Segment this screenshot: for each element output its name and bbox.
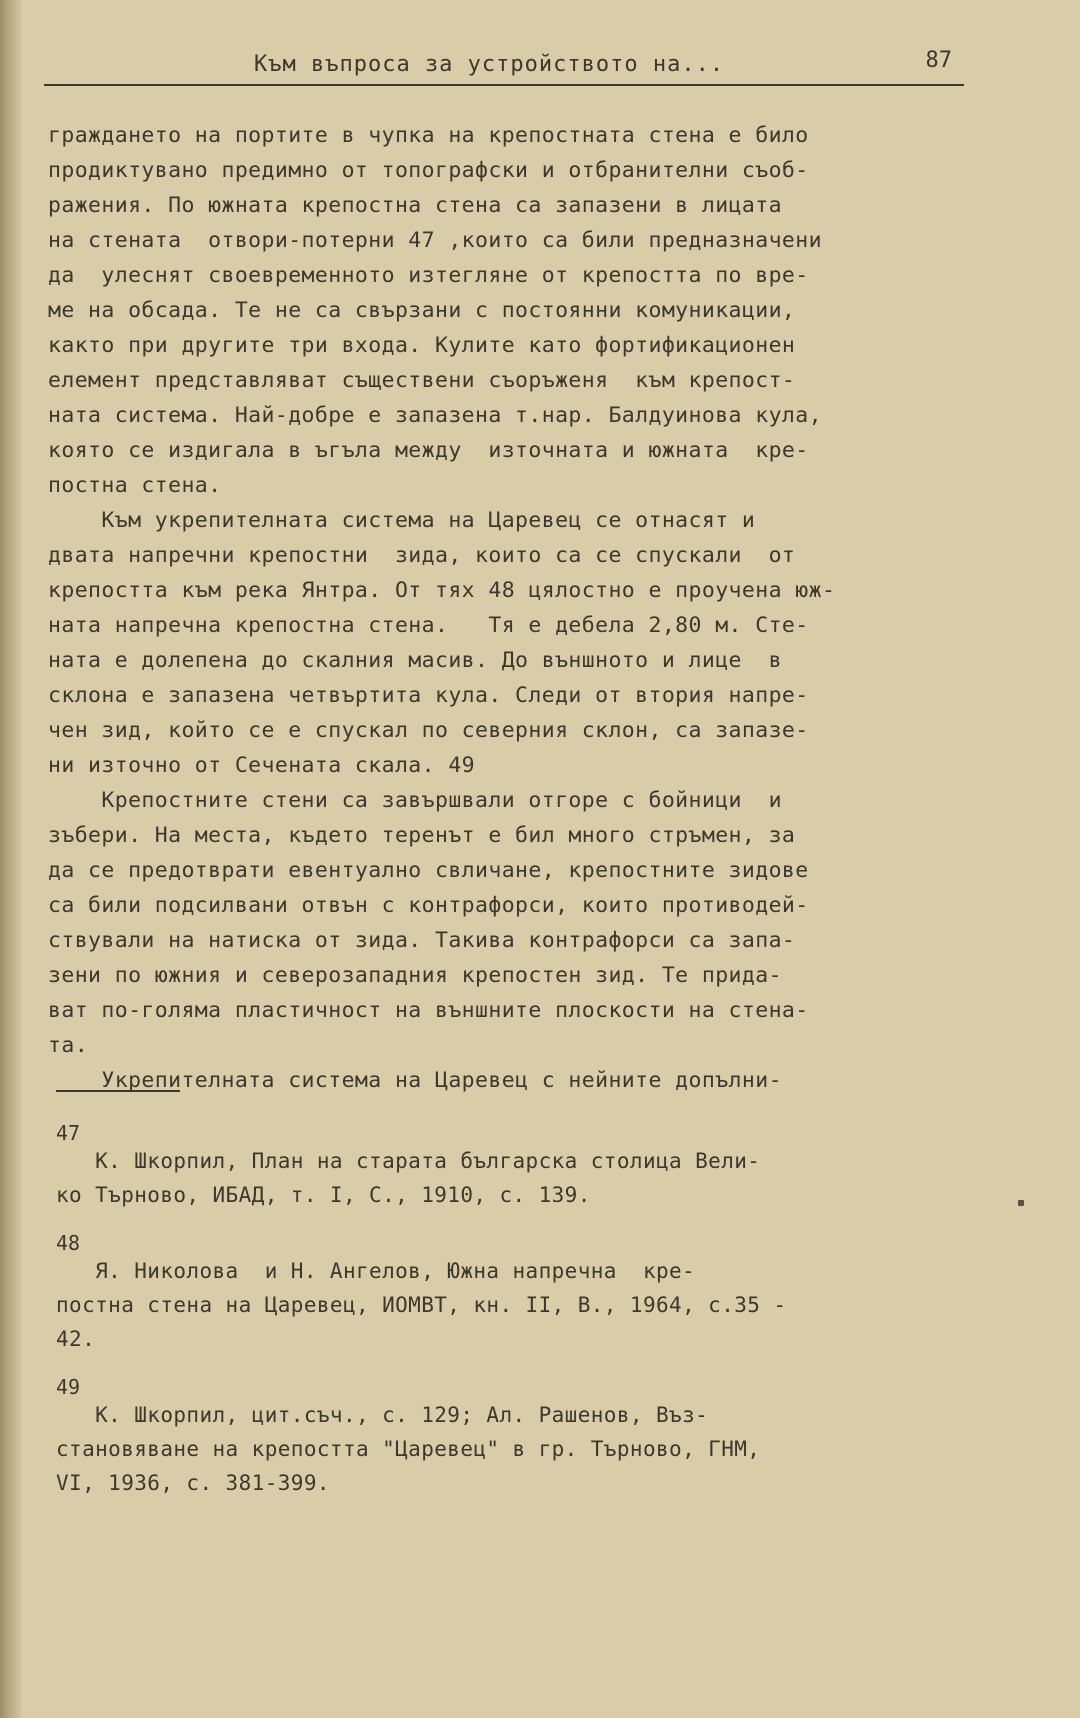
footnote-48 — [56, 1232, 976, 1356]
footnote-number: 47 — [56, 1121, 81, 1145]
footnote-number: 48 — [56, 1231, 81, 1255]
body-line: да улеснят своевременното изтегляне от крепостта по вре- — [48, 263, 809, 288]
footnote-line: Я. Николова и Н. Ангелов, Южна напречна кре- — [56, 1259, 696, 1283]
page-spine-shadow — [0, 0, 22, 1718]
footnote-line: К. Шкорпил, План на старата българска столица Вели- — [56, 1149, 761, 1173]
body-line: двата напречни крепостни зида, които са се спускали от — [48, 543, 796, 568]
body-line: са били подсилвани отвън с контрафорси, които противодей- — [48, 893, 809, 918]
body-line: склона е запазена четвъртита кула. Следи от втория напре- — [48, 683, 809, 708]
body-line: гражданeто на портите в чупка на крепостната стена е било — [48, 123, 809, 148]
margin-dot — [1018, 1200, 1024, 1206]
footnote-47 — [56, 1122, 976, 1212]
footnote-line: становяване на крепостта "Царевец" в гр. Търново, ГНМ, — [56, 1437, 761, 1461]
body-line: зени по южния и северозападния крепостен зид. Те прида- — [48, 963, 782, 988]
body-line: ме на обсада. Те не са свързани с постоянни комуникации, — [48, 298, 796, 323]
body-line: чен зид, който се е спускал по северния склон, са запазе- — [48, 718, 809, 743]
footnote-49 — [56, 1376, 976, 1500]
body-line: на стената отвори-потерни 47 ,които са били предназначени — [48, 228, 822, 253]
footnotes — [56, 1122, 976, 1520]
body-line: както при другите три входа. Кулите като фортификационен — [48, 333, 796, 358]
body-line: елемент представляват съществени съоръженя към крепост- — [48, 368, 796, 393]
footnote-line: К. Шкорпил, цит.съч., с. 129; Ал. Рашенов, Въз- — [56, 1403, 709, 1427]
body-text — [48, 118, 978, 1098]
body-line: постна стена. — [48, 473, 222, 498]
body-line: да се предотврати евентуално свличане, крепостните зидове — [48, 858, 809, 883]
body-line: ната напречна крепостна стена. Тя е дебела 2,80 м. Сте- — [48, 613, 809, 638]
body-line: ната система. Най-добре е запазена т.нар. Балдуинова кула, — [48, 403, 822, 428]
footnote-separator — [56, 1090, 180, 1092]
body-line: ствували на натиска от зида. Такива контрафорси са запа- — [48, 928, 796, 953]
footnote-number: 49 — [56, 1375, 81, 1399]
body-line: продиктувано предимно от топографски и отбранителни съоб- — [48, 158, 809, 183]
running-title: Към въпроса за устройството на... — [254, 52, 725, 77]
body-line: зъбери. На места, където теренът е бил много стръмен, за — [48, 823, 796, 848]
body-line: която се издигала в ъгъла между източната и южната кре- — [48, 438, 809, 463]
body-line: ват по-голяма пластичност на външните плоскости на стена- — [48, 998, 809, 1023]
footnote-line: постна стена на Царевец, ИОМВТ, кн. II, В., 1964, с.35 - — [56, 1293, 787, 1317]
body-line: ражения. По южната крепостна стена са запазени в лицата — [48, 193, 782, 218]
body-line: ни източно от Сечената скала. 49 — [48, 753, 476, 778]
body-line: крепостта към река Янтра. От тях 48 цялостно е проучена юж- — [48, 578, 836, 603]
body-line: Крепостните стени са завършвали отгоре с бойници и — [48, 788, 782, 813]
page-number: 87 — [925, 48, 952, 73]
footnote-line: VI, 1936, с. 381-399. — [56, 1471, 330, 1495]
footnote-line: 42. — [56, 1327, 96, 1351]
body-line: ната е долепена до скалния масив. До външното и лице в — [48, 648, 782, 673]
body-line: та. — [48, 1033, 89, 1058]
body-line: Укрепителната система на Царевец с нейните допълни- — [48, 1068, 782, 1093]
footnote-line: ко Търново, ИБАД, т. I, С., 1910, с. 139. — [56, 1183, 591, 1207]
running-header — [44, 44, 964, 86]
body-line: Към укрепителната система на Царевец се отнасят и — [48, 508, 756, 533]
